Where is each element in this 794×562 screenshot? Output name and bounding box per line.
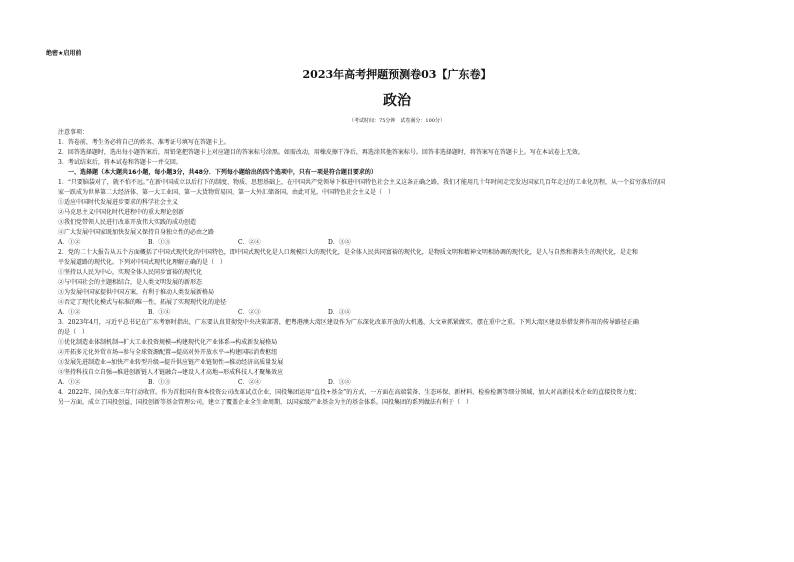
exam-meta: （考试时间：75分钟 试卷满分：100分） — [349, 118, 445, 124]
question-option: ②与中国社会的主题相结合，是人类文明发展的新形态 — [58, 279, 203, 286]
question-option: ①坚持以人民为中心，实现全体人民同步富裕的现代化 — [58, 269, 203, 276]
question-option: ①优化制造业体制机制→扩大工业投资规模→构建现代化产业体系→构成新发展格局 — [58, 339, 278, 346]
question-stem: 平发展道路的现代化。下列对中国式现代化理解正确的是（ ） — [58, 259, 227, 266]
answer-choices — [58, 378, 418, 388]
choice-c[interactable]: C．②④ — [238, 239, 261, 246]
choice-c[interactable]: C．②④ — [238, 379, 261, 386]
question-stem: 1．“只要脑袋对了，就不怕不远。”在新中国成立以后打下的制度、物质、思想基础上，在中国共产党领导下推进中国特色社会主义这条正确之路，我们才能用几十年时间走完发达国家几百年走过的工业化历程，从一个贫穷落后的国 — [58, 179, 665, 186]
question-option: ③我们党带领人民进行改革开放伟大实践的成功创造 — [58, 219, 197, 226]
question-option: ③发展先进制造业→加快产业转型升级→提升供应链产业链韧性→推动经济高质量发展 — [58, 359, 284, 366]
choice-a[interactable]: A．①② — [58, 309, 81, 316]
choice-b[interactable]: B．①③ — [148, 379, 171, 386]
secret-label: 绝密★启用前 — [46, 50, 82, 57]
question-stem: 4．2022年，国企改革三年行动收官。作为首批国有资本投资公司改革试点企业，国投集团运用“直投+基金”的方式，一方面在高端装备、生态环保、新材料、检验检测等细分领域，加大对高新技术企业的直接投资力度； — [58, 389, 641, 396]
question-option: ①适应中国时代发展进步要求的科学社会主义 — [58, 199, 179, 206]
notice-item: 1．答卷前，考生务必将自己的姓名、准考证号填写在答题卡上。 — [58, 139, 230, 146]
question-stem: 家一跃成为世界第二大经济体、第一大工业国、第一大货物贸易国、第一大外汇储备国。由此可见，中国特色社会主义是（ ） — [58, 189, 395, 196]
notice-item: 3．考试结束后，将本试卷和答题卡一并交回。 — [58, 159, 182, 166]
section-heading: 一、选择题（本大题共16小题，每小题3分，共48分．下列每小题给出的四个选项中，只有一项是符合题目要求的） — [68, 169, 377, 176]
exam-title: 2023年高考押题预测卷03【广东卷】 — [302, 68, 492, 81]
question-stem: 的是（ ） — [58, 329, 89, 336]
question-stem: 另一方面，成立了国投创益、国投创新等基金管理公司，建立了覆盖企业全生命周期、以国家级产业基金为主的基金体系。国投集团的系列做法有利于（ ） — [58, 399, 473, 406]
choice-a[interactable]: A．①② — [58, 239, 81, 246]
question-stem: 3．2023年4月，习近平总书记在广东考察时指出，广东要认真贯彻党中央决策部署，把粤港澳大湾区建设作为广东深化改革开放的大机遇、大文章抓紧做实，摆在重中之重。下列大湾区建设举措发挥作用的传导路径正确 — [58, 319, 639, 326]
question-stem: 2．党的二十大报告从五个方面概括了中国式现代化的中国特色，即中国式现代化是人口规模巨大的现代化，是全体人民共同富裕的现代化，是物质文明和精神文明相协调的现代化，是人与自然和谐共生的现代化，是走和 — [58, 249, 638, 256]
choice-d[interactable]: D．③④ — [328, 379, 351, 386]
exam-body — [58, 128, 748, 408]
question-option: ②开拓多元化外贸市场→参与全球资源配置→提高对外开放水平→构建国际消费枢纽 — [58, 349, 278, 356]
question-option: ④坚持科技自立自强→推进创新链人才链融合→建设人才高地→形成科技人才聚集效应 — [58, 369, 284, 376]
notice-heading: 注意事项： — [58, 129, 89, 136]
exam-subject: 政治 — [383, 93, 411, 109]
question-option: ④否定了现代化模式与标准的唯一性，拓展了实现现代化的途径 — [58, 299, 227, 306]
choice-d[interactable]: D．③④ — [328, 309, 351, 316]
choice-d[interactable]: D．③④ — [328, 239, 351, 246]
choice-a[interactable]: A．①② — [58, 379, 81, 386]
question-option: ③为发展中国家提供中国方案，有利于推动人类发展新格局 — [58, 289, 215, 296]
question-option: ②马克思主义中国化时代进程中的重大理论创新 — [58, 209, 185, 216]
choice-b[interactable]: B．①③ — [148, 239, 171, 246]
choice-c[interactable]: C．②③ — [238, 309, 261, 316]
choice-b[interactable]: B．①④ — [148, 309, 171, 316]
question-option: ④广大发展中国家既加快发展又保持自身独立性的必由之路 — [58, 229, 215, 236]
answer-choices — [58, 308, 418, 318]
notice-item: 2．回答选择题时，选出每小题答案后，用铅笔把答题卡上对应题目的答案标号涂黑。如需改动，用橡皮擦干净后，再选涂其他答案标号。回答非选择题时，将答案写在答题卡上。写在本试卷上无效。 — [58, 149, 584, 156]
answer-choices — [58, 238, 418, 248]
